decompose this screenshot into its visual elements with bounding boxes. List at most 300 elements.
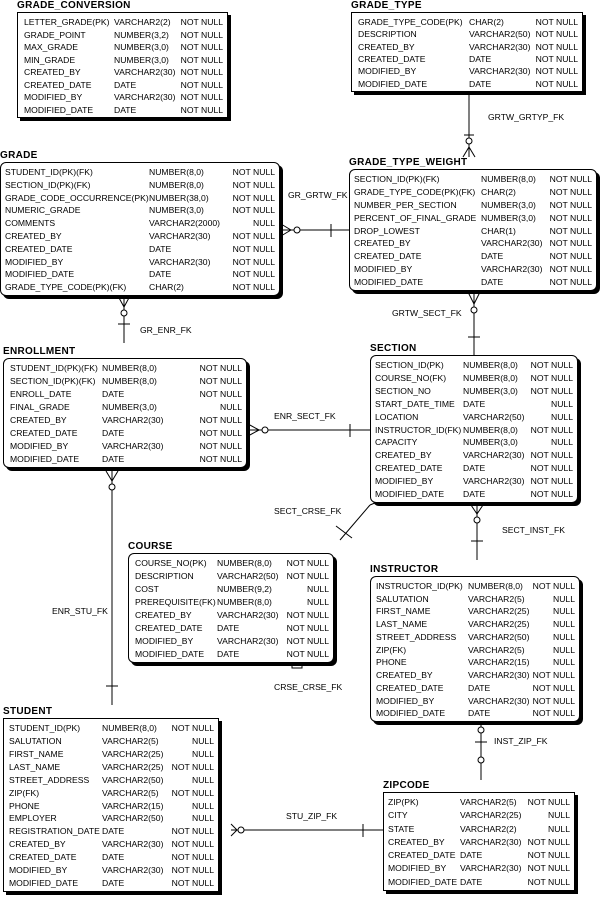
- column-name: CREATED_DATE: [375, 463, 443, 474]
- column-nullability: NOT NULL: [232, 282, 275, 293]
- column-nullability: NOT NULL: [530, 385, 573, 396]
- column-row[interactable]: [129, 583, 333, 596]
- column-nullability: NOT NULL: [232, 231, 275, 241]
- column-row[interactable]: [371, 605, 579, 618]
- column-type: DATE: [468, 708, 491, 719]
- column-name: SECTION_ID(PK)(FK): [10, 376, 96, 386]
- column-row[interactable]: [18, 41, 227, 54]
- entity-grade-type-weight[interactable]: [349, 157, 601, 307]
- column-type: DATE: [102, 389, 125, 399]
- column-row[interactable]: [1, 281, 279, 294]
- column-name: CREATED_BY: [375, 450, 432, 461]
- column-row[interactable]: [4, 787, 218, 800]
- entity-title: GRADE_CONVERSION: [17, 0, 131, 11]
- column-row[interactable]: [371, 593, 579, 606]
- column-name: MAX_GRADE: [24, 42, 78, 52]
- column-nullability: NOT NULL: [286, 571, 329, 581]
- column-nullability: NOT NULL: [171, 761, 214, 772]
- column-nullability: NOT NULL: [286, 636, 329, 646]
- column-row[interactable]: [4, 735, 218, 748]
- column-name: CAPACITY: [375, 437, 418, 448]
- column-nullability: NOT NULL: [199, 428, 242, 438]
- column-row[interactable]: [350, 263, 596, 276]
- column-row[interactable]: [352, 16, 582, 28]
- column-row[interactable]: [4, 401, 246, 414]
- column-name: CREATED_BY: [24, 67, 81, 77]
- column-name: MODIFIED_DATE: [135, 649, 205, 659]
- column-name: CREATED_BY: [5, 231, 62, 241]
- column-nullability: NULL: [192, 735, 214, 746]
- column-name: CREATED_DATE: [24, 79, 92, 90]
- column-row[interactable]: [371, 488, 577, 501]
- entity-course[interactable]: [128, 541, 338, 679]
- column-name: STUDENT_ID(PK)(FK): [10, 363, 98, 373]
- column-nullability: NULL: [553, 644, 575, 655]
- column-row[interactable]: [384, 849, 574, 862]
- column-name: CREATED_BY: [388, 836, 445, 847]
- column-row[interactable]: [129, 635, 333, 648]
- column-name: MODIFIED_DATE: [354, 277, 424, 288]
- column-row[interactable]: [371, 618, 579, 631]
- column-nullability: NOT NULL: [532, 581, 575, 591]
- column-nullability: NOT NULL: [527, 836, 570, 847]
- column-type: VARCHAR2(15): [102, 800, 164, 811]
- column-nullability: NOT NULL: [549, 225, 592, 236]
- column-row[interactable]: [371, 695, 579, 708]
- column-name: MODIFIED_BY: [9, 865, 68, 876]
- entity-title: COURSE: [128, 541, 173, 552]
- column-row[interactable]: [384, 809, 574, 822]
- column-name: DESCRIPTION: [135, 571, 194, 581]
- column-nullability: NOT NULL: [180, 54, 223, 65]
- column-row[interactable]: [371, 682, 579, 695]
- column-name: GRADE_POINT: [24, 29, 86, 40]
- column-type: NUMBER(8,0): [468, 581, 523, 591]
- column-row[interactable]: [1, 192, 279, 205]
- column-name: CREATED_DATE: [358, 54, 426, 64]
- column-type: VARCHAR2(5): [460, 797, 517, 807]
- column-row[interactable]: [352, 78, 582, 90]
- column-nullability: NOT NULL: [171, 787, 214, 798]
- column-name: MODIFIED_BY: [388, 863, 447, 874]
- column-row[interactable]: [18, 29, 227, 42]
- column-row[interactable]: [4, 838, 218, 851]
- column-nullability: NOT NULL: [232, 167, 275, 177]
- column-type: NUMBER(8,0): [149, 167, 204, 177]
- column-name: MODIFIED_DATE: [24, 104, 94, 115]
- column-type: NUMBER(8,0): [463, 360, 518, 370]
- column-row[interactable]: [371, 436, 577, 449]
- rel-label-enr-sect-fk: ENR_SECT_FK: [274, 411, 336, 421]
- column-type: VARCHAR2(30): [217, 636, 279, 646]
- column-type: NUMBER(3,0): [114, 42, 169, 52]
- column-type: DATE: [481, 251, 504, 262]
- column-row[interactable]: [4, 812, 218, 825]
- column-name: ENROLL_DATE: [10, 389, 72, 399]
- column-row[interactable]: [350, 276, 596, 289]
- column-nullability: NOT NULL: [171, 826, 214, 837]
- column-row[interactable]: [4, 427, 246, 440]
- column-type: VARCHAR2(30): [149, 256, 211, 267]
- column-type: NUMBER(8,0): [463, 424, 518, 435]
- column-row[interactable]: [1, 256, 279, 269]
- entity-box: [349, 169, 597, 291]
- column-name: MODIFIED_BY: [24, 92, 83, 102]
- column-row[interactable]: [350, 173, 596, 186]
- column-nullability: NOT NULL: [171, 878, 214, 889]
- column-name: PREREQUISITE(FK): [135, 597, 216, 607]
- column-type: CHAR(1): [481, 225, 516, 236]
- column-row[interactable]: [350, 250, 596, 263]
- column-nullability: NOT NULL: [180, 79, 223, 90]
- column-name: GRADE_CODE_OCCURRENCE(PK): [5, 192, 149, 203]
- column-nullability: NOT NULL: [527, 876, 570, 887]
- entity-grade[interactable]: [0, 150, 284, 312]
- column-name: CREATED_DATE: [135, 623, 203, 633]
- entity-grade-conversion[interactable]: [17, 0, 232, 134]
- column-row[interactable]: [371, 644, 579, 657]
- column-row[interactable]: [4, 748, 218, 761]
- rel-label-sect-inst-fk: SECT_INST_FK: [502, 525, 566, 535]
- entity-instructor[interactable]: [370, 564, 584, 738]
- column-nullability: NOT NULL: [527, 863, 570, 874]
- column-nullability: NULL: [553, 657, 575, 668]
- column-type: CHAR(2): [149, 282, 184, 293]
- column-row[interactable]: [350, 225, 596, 238]
- column-type: VARCHAR2(30): [463, 476, 525, 487]
- column-row[interactable]: [4, 722, 218, 735]
- rel-label-crse-crse-fk: CRSE_CRSE_FK: [274, 682, 343, 692]
- column-row[interactable]: [352, 65, 582, 77]
- column-nullability: NOT NULL: [180, 104, 223, 115]
- column-type: VARCHAR2(30): [469, 66, 531, 77]
- column-name: MODIFIED_BY: [375, 476, 434, 487]
- column-nullability: NOT NULL: [232, 205, 275, 216]
- column-nullability: NULL: [192, 774, 214, 785]
- column-name: MODIFIED_BY: [358, 66, 417, 77]
- column-nullability: NULL: [548, 810, 570, 821]
- column-nullability: NOT NULL: [286, 610, 329, 620]
- column-type: VARCHAR2(30): [102, 441, 164, 451]
- column-name: CREATED_DATE: [5, 243, 73, 254]
- column-type: VARCHAR2(30): [463, 450, 525, 461]
- column-name: PERCENT_OF_FINAL_GRADE: [354, 212, 477, 223]
- column-name: CREATED_BY: [376, 670, 433, 681]
- column-type: NUMBER(3,0): [102, 402, 157, 412]
- entity-grade-type[interactable]: [351, 0, 587, 108]
- column-nullability: NULL: [553, 593, 575, 604]
- column-name: MODIFIED_BY: [5, 256, 64, 267]
- entity-title: INSTRUCTOR: [370, 564, 439, 575]
- column-row[interactable]: [350, 186, 596, 199]
- column-row[interactable]: [371, 656, 579, 669]
- column-row[interactable]: [129, 557, 333, 570]
- column-row[interactable]: [371, 707, 579, 720]
- column-name: CREATED_DATE: [10, 428, 78, 438]
- column-row[interactable]: [129, 622, 333, 635]
- column-nullability: NOT NULL: [232, 256, 275, 267]
- column-type: DATE: [102, 428, 125, 438]
- column-type: DATE: [468, 682, 491, 693]
- column-nullability: NULL: [548, 823, 570, 834]
- column-row[interactable]: [384, 836, 574, 849]
- column-row[interactable]: [352, 53, 582, 65]
- column-nullability: NOT NULL: [199, 441, 242, 451]
- column-name: SECTION_ID(PK)(FK): [354, 174, 440, 184]
- column-type: DATE: [463, 398, 486, 409]
- column-row[interactable]: [18, 91, 227, 104]
- column-nullability: NOT NULL: [232, 269, 275, 280]
- entity-box: [17, 12, 228, 118]
- column-type: CHAR(2): [469, 17, 504, 27]
- column-name: NUMERIC_GRADE: [5, 205, 81, 216]
- column-nullability: NULL: [553, 631, 575, 642]
- column-type: NUMBER(8,0): [217, 558, 272, 568]
- column-row[interactable]: [4, 825, 218, 838]
- column-row[interactable]: [350, 212, 596, 225]
- column-row[interactable]: [1, 179, 279, 192]
- entity-title: GRADE_TYPE_WEIGHT: [349, 157, 468, 168]
- column-row[interactable]: [1, 230, 279, 243]
- column-nullability: NOT NULL: [549, 264, 592, 275]
- column-nullability: NOT NULL: [532, 695, 575, 706]
- column-nullability: NOT NULL: [180, 92, 223, 102]
- column-row[interactable]: [371, 359, 577, 372]
- column-row[interactable]: [350, 237, 596, 250]
- column-row[interactable]: [371, 475, 577, 488]
- column-type: VARCHAR2(5): [468, 593, 525, 604]
- column-nullability: NULL: [551, 411, 573, 422]
- column-type: VARCHAR2(30): [102, 415, 164, 425]
- column-nullability: NOT NULL: [286, 649, 329, 659]
- column-nullability: NOT NULL: [549, 277, 592, 288]
- column-name: CREATED_DATE: [376, 682, 444, 693]
- column-nullability: NULL: [307, 584, 329, 594]
- column-type: VARCHAR2(30): [217, 610, 279, 620]
- entity-box: [128, 553, 334, 663]
- column-name: MODIFIED_DATE: [375, 489, 445, 500]
- column-row[interactable]: [18, 54, 227, 67]
- column-type: VARCHAR2(25): [102, 748, 164, 759]
- column-type: NUMBER(8,0): [149, 179, 204, 190]
- column-nullability: NOT NULL: [530, 450, 573, 461]
- column-type: NUMBER(8,0): [463, 372, 518, 383]
- column-name: GRADE_TYPE_CODE(PK)(FK): [354, 186, 476, 197]
- column-row[interactable]: [4, 362, 246, 375]
- column-nullability: NOT NULL: [535, 41, 578, 52]
- column-name: SECTION_ID(PK): [375, 360, 444, 370]
- column-row[interactable]: [371, 669, 579, 682]
- column-nullability: NOT NULL: [530, 463, 573, 474]
- column-nullability: NOT NULL: [199, 415, 242, 425]
- column-type: VARCHAR2(50): [217, 571, 279, 581]
- column-row[interactable]: [129, 596, 333, 609]
- column-type: DATE: [217, 649, 240, 659]
- column-name: MODIFIED_DATE: [9, 878, 79, 889]
- column-type: DATE: [460, 850, 483, 861]
- column-type: VARCHAR2(15): [468, 657, 530, 668]
- column-nullability: NULL: [192, 748, 214, 759]
- column-type: VARCHAR2(30): [469, 41, 531, 52]
- column-nullability: NOT NULL: [199, 363, 242, 373]
- column-type: VARCHAR2(30): [481, 238, 543, 249]
- column-name: COMMENTS: [5, 218, 56, 229]
- column-name: MODIFIED_BY: [10, 441, 69, 451]
- column-nullability: NULL: [307, 597, 329, 607]
- column-row[interactable]: [18, 66, 227, 79]
- column-name: MODIFIED_DATE: [388, 876, 458, 887]
- column-name: GRADE_TYPE_CODE(PK)(FK): [5, 282, 127, 293]
- column-name: CREATED_DATE: [354, 251, 422, 262]
- rel-label-enr-stu-fk: ENR_STU_FK: [52, 606, 108, 616]
- column-name: MODIFIED_BY: [376, 695, 435, 706]
- column-row[interactable]: [371, 424, 577, 437]
- column-name: CREATED_BY: [354, 238, 411, 249]
- column-type: VARCHAR2(30): [114, 92, 176, 102]
- column-type: DATE: [102, 826, 125, 837]
- rel-label-inst-zip-fk: INST_ZIP_FK: [494, 736, 548, 746]
- column-type: VARCHAR2(5): [102, 787, 159, 798]
- entity-title: ZIPCODE: [383, 780, 430, 791]
- column-row[interactable]: [129, 609, 333, 622]
- column-type: VARCHAR2(25): [468, 619, 530, 630]
- column-type: DATE: [114, 104, 137, 115]
- column-row[interactable]: [384, 823, 574, 836]
- column-nullability: NOT NULL: [199, 454, 242, 464]
- column-row[interactable]: [384, 876, 574, 889]
- column-type: NUMBER(38,0): [149, 192, 209, 203]
- entity-student[interactable]: [3, 706, 223, 908]
- entity-zipcode[interactable]: [383, 780, 579, 907]
- column-row[interactable]: [4, 440, 246, 453]
- column-nullability: NOT NULL: [199, 389, 242, 399]
- column-name: STREET_ADDRESS: [376, 631, 457, 642]
- column-row[interactable]: [371, 411, 577, 424]
- column-name: CREATED_DATE: [388, 850, 456, 861]
- column-row[interactable]: [4, 453, 246, 466]
- column-row[interactable]: [4, 414, 246, 427]
- column-row[interactable]: [371, 462, 577, 475]
- column-name: ZIP(PK): [388, 797, 419, 807]
- column-nullability: NOT NULL: [535, 29, 578, 40]
- column-row[interactable]: [350, 199, 596, 212]
- column-nullability: NOT NULL: [535, 17, 578, 27]
- column-row[interactable]: [384, 862, 574, 875]
- column-row[interactable]: [129, 570, 333, 583]
- column-row[interactable]: [371, 398, 577, 411]
- column-name: DESCRIPTION: [358, 29, 417, 40]
- entity-box: [383, 792, 575, 891]
- column-row[interactable]: [1, 243, 279, 256]
- entity-section[interactable]: [370, 343, 582, 519]
- column-nullability: NULL: [553, 619, 575, 630]
- column-nullability: NOT NULL: [549, 174, 592, 184]
- column-type: VARCHAR2(50): [463, 411, 525, 422]
- column-type: VARCHAR2(30): [102, 865, 164, 876]
- column-row[interactable]: [384, 796, 574, 809]
- column-row[interactable]: [4, 877, 218, 890]
- column-row[interactable]: [4, 375, 246, 388]
- column-nullability: NOT NULL: [171, 839, 214, 850]
- column-type: VARCHAR2(30): [481, 264, 543, 275]
- column-nullability: NOT NULL: [286, 623, 329, 633]
- column-row[interactable]: [352, 41, 582, 53]
- entity-title: ENROLLMENT: [3, 346, 76, 357]
- column-nullability: NOT NULL: [532, 682, 575, 693]
- column-nullability: NOT NULL: [549, 238, 592, 249]
- column-name: FIRST_NAME: [376, 606, 431, 617]
- column-nullability: NULL: [551, 437, 573, 448]
- column-nullability: NOT NULL: [527, 797, 570, 807]
- column-row[interactable]: [1, 204, 279, 217]
- entity-box: [370, 576, 580, 722]
- column-row[interactable]: [371, 372, 577, 385]
- column-row[interactable]: [18, 79, 227, 92]
- column-name: SECTION_NO: [375, 385, 431, 396]
- entity-title: GRADE_TYPE: [351, 0, 422, 11]
- column-row[interactable]: [4, 761, 218, 774]
- column-type: CHAR(2): [481, 186, 516, 197]
- column-type: DATE: [481, 277, 504, 288]
- column-type: VARCHAR2(5): [102, 735, 159, 746]
- entity-enrollment[interactable]: [3, 346, 251, 484]
- column-nullability: NOT NULL: [532, 708, 575, 719]
- column-row[interactable]: [18, 104, 227, 117]
- column-type: VARCHAR2(30): [114, 67, 176, 77]
- column-name: LETTER_GRADE(PK): [24, 17, 110, 27]
- column-row[interactable]: [4, 388, 246, 401]
- column-row[interactable]: [352, 28, 582, 40]
- entity-title: STUDENT: [3, 706, 53, 717]
- column-row[interactable]: [18, 16, 227, 29]
- column-row[interactable]: [371, 385, 577, 398]
- column-nullability: NOT NULL: [549, 186, 592, 197]
- column-row[interactable]: [371, 580, 579, 593]
- column-row[interactable]: [4, 800, 218, 813]
- column-name: COST: [135, 584, 159, 594]
- column-row[interactable]: [4, 864, 218, 877]
- column-row[interactable]: [371, 631, 579, 644]
- column-type: DATE: [102, 852, 125, 863]
- column-type: NUMBER(3,0): [481, 199, 536, 210]
- column-row[interactable]: [1, 217, 279, 230]
- column-name: CREATED_BY: [358, 41, 415, 52]
- column-name: MODIFIED_DATE: [358, 78, 428, 89]
- column-row[interactable]: [1, 166, 279, 179]
- column-name: STUDENT_ID(PK)(FK): [5, 167, 93, 177]
- column-row[interactable]: [4, 851, 218, 864]
- column-nullability: NOT NULL: [232, 243, 275, 254]
- column-nullability: NOT NULL: [549, 199, 592, 210]
- column-type: DATE: [149, 269, 172, 280]
- column-type: NUMBER(8,0): [481, 174, 536, 184]
- column-name: SALUTATION: [376, 593, 429, 604]
- column-row[interactable]: [129, 648, 333, 661]
- column-row[interactable]: [4, 774, 218, 787]
- column-name: LAST_NAME: [9, 761, 61, 772]
- column-name: CREATED_BY: [10, 415, 67, 425]
- column-type: VARCHAR2(50): [468, 631, 530, 642]
- column-row[interactable]: [371, 449, 577, 462]
- rel-label-sect-crse-fk: SECT_CRSE_FK: [274, 506, 342, 516]
- column-name: ZIP(FK): [9, 787, 40, 798]
- column-row[interactable]: [1, 268, 279, 281]
- column-type: NUMBER(8,0): [217, 597, 272, 607]
- column-type: VARCHAR2(30): [460, 863, 522, 874]
- column-name: STUDENT_ID(PK): [9, 723, 81, 733]
- column-nullability: NOT NULL: [535, 54, 578, 64]
- entity-title: GRADE: [0, 150, 38, 161]
